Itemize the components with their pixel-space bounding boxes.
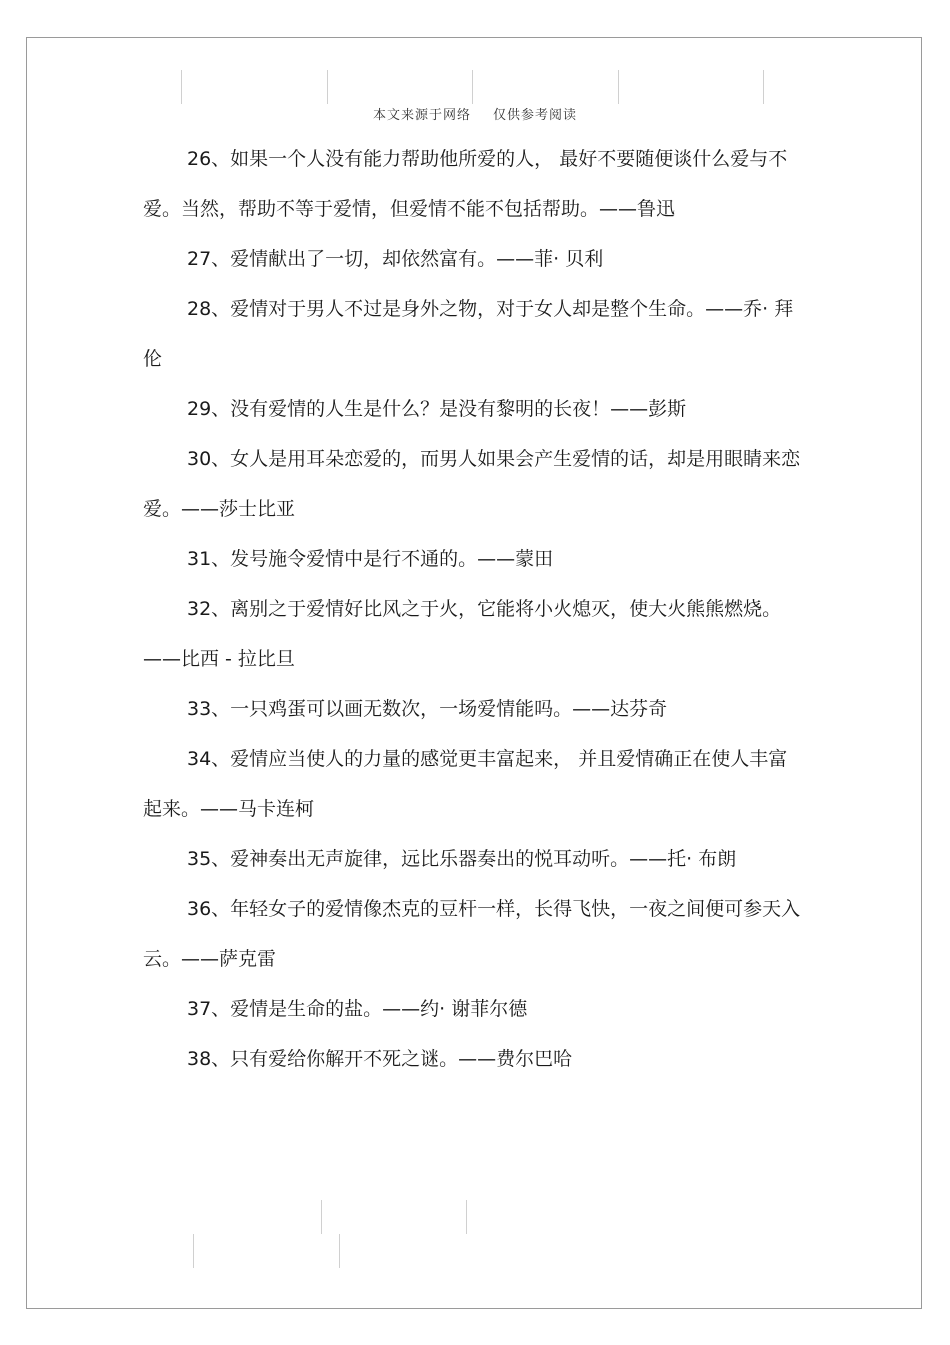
quote-item: 32、离别之于爱情好比风之于火，它能将小火熄灭，使大火熊熊燃烧。——比西 - 拉比旦 bbox=[143, 598, 782, 670]
quote-item: 33、一只鸡蛋可以画无数次，一场爱情能吗。——达芬奇 bbox=[187, 698, 668, 720]
decor-rule bbox=[327, 70, 328, 104]
quote-item: 34、爱情应当使人的力量的感觉更丰富起来， 并且爱情确正在使人丰富起来。——马卡连柯 bbox=[143, 748, 788, 820]
decor-rule bbox=[321, 1200, 322, 1234]
header-source-label: 本文来源于网络 bbox=[372, 108, 471, 123]
quote-item: 36、年轻女子的爱情像杰克的豆杆一样，长得飞快，一夜之间便可参天入云。——萨克雷 bbox=[143, 898, 801, 970]
quote-item: 26、如果一个人没有能力帮助他所爱的人， 最好不要随便谈什么爱与不爱。当然，帮助不等于爱情，但爱情不能不包括帮助。——鲁迅 bbox=[143, 148, 788, 220]
decor-rule bbox=[618, 70, 619, 104]
quote-item: 30、女人是用耳朵恋爱的，而男人如果会产生爱情的话，却是用眼睛来恋爱。——莎士比亚 bbox=[143, 448, 801, 520]
quote-item: 37、爱情是生命的盐。——约· 谢菲尔德 bbox=[187, 998, 528, 1020]
decor-rule bbox=[466, 1200, 467, 1234]
quote-item: 28、爱情对于男人不过是身外之物，对于女人却是整个生命。——乔· 拜伦 bbox=[143, 298, 794, 370]
decor-rule bbox=[193, 1234, 194, 1268]
header-note bbox=[0, 104, 950, 123]
quote-item: 38、只有爱给你解开不死之谜。——费尔巴哈 bbox=[187, 1048, 573, 1070]
decor-rule bbox=[181, 70, 182, 104]
quote-item: 35、爱神奏出无声旋律，远比乐器奏出的悦耳动听。——托· 布朗 bbox=[187, 848, 737, 870]
quote-item: 31、发号施令爱情中是行不通的。——蒙田 bbox=[187, 548, 554, 570]
quote-list bbox=[143, 134, 803, 1084]
decor-rule bbox=[763, 70, 764, 104]
quote-item: 29、没有爱情的人生是什么？是没有黎明的长夜！——彭斯 bbox=[187, 398, 687, 420]
header-ref-label: 仅供参考阅读 bbox=[493, 108, 578, 123]
decor-rule bbox=[339, 1234, 340, 1268]
decor-rule bbox=[472, 70, 473, 104]
quote-item: 27、爱情献出了一切，却依然富有。——菲· 贝利 bbox=[187, 248, 604, 270]
